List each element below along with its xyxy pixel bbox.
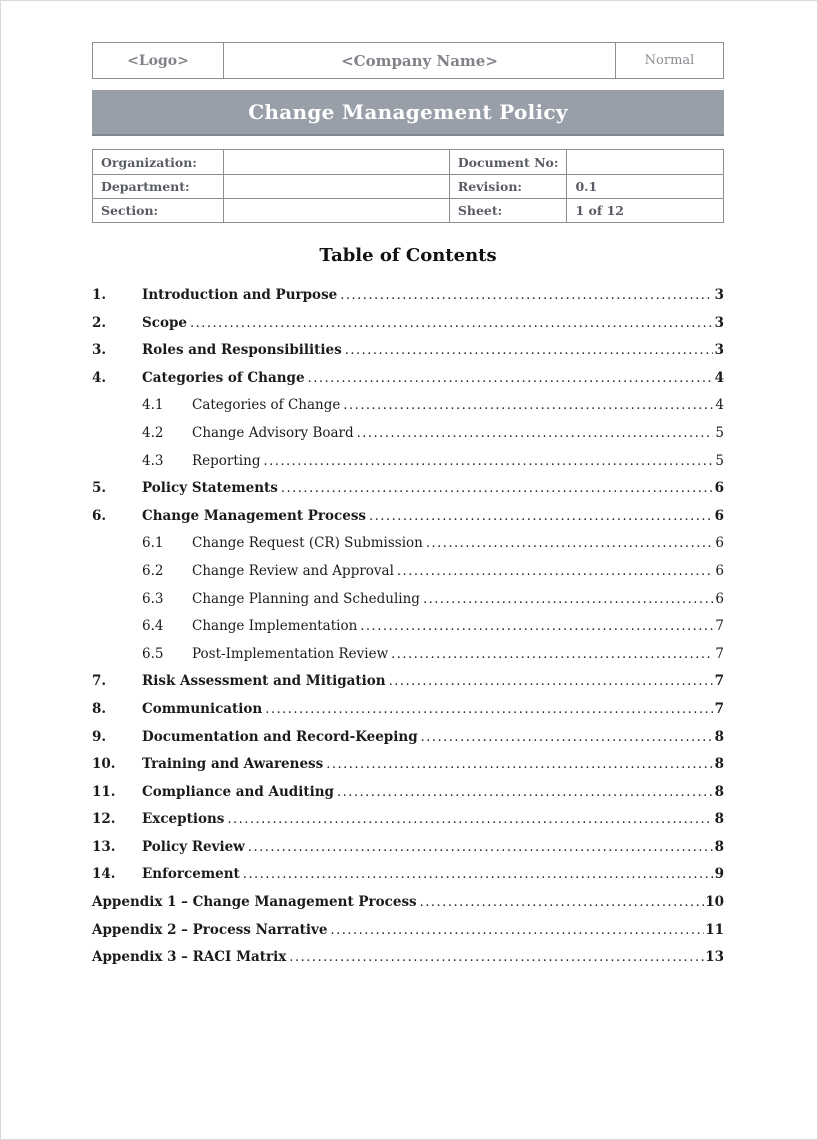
sheet-value: 1 of 12 xyxy=(575,203,624,218)
toc-entry-page: 7 xyxy=(714,700,724,717)
toc-dot-leader xyxy=(340,282,713,310)
toc-list xyxy=(92,282,724,972)
toc-entry-number: 11. xyxy=(92,783,116,800)
toc-entry-number: 6.5 xyxy=(142,645,164,662)
toc-dot-leader xyxy=(357,420,713,448)
toc-entry-number: 13. xyxy=(92,838,116,855)
toc-dot-leader xyxy=(421,724,713,752)
toc-entry-title: Compliance and Auditing xyxy=(142,783,334,800)
toc-dot-leader xyxy=(426,530,713,558)
info-row-organization xyxy=(93,150,723,174)
toc-entry-number: 10. xyxy=(92,756,116,773)
toc-entry-title: Change Planning and Scheduling xyxy=(192,590,420,607)
toc-entry-title: Change Review and Approval xyxy=(192,562,394,579)
toc-entry xyxy=(92,503,724,531)
toc-entry-number: 1. xyxy=(92,287,107,303)
toc-entry xyxy=(92,392,724,420)
toc-entry-number: 4.2 xyxy=(142,424,164,441)
toc-entry-page: 13 xyxy=(705,949,724,966)
toc-dot-leader xyxy=(343,392,713,420)
toc-entry-number: 6.4 xyxy=(142,618,164,635)
toc-entry xyxy=(92,337,724,365)
toc-dot-leader xyxy=(326,751,713,779)
toc-entry-title: Appendix 3 – RACI Matrix xyxy=(92,949,287,966)
toc-entry xyxy=(92,751,724,779)
toc-entry xyxy=(92,779,724,807)
toc-entry xyxy=(92,668,724,696)
toc-entry xyxy=(92,420,724,448)
toc-entry-title: Roles and Responsibilities xyxy=(142,342,342,359)
toc-entry-title: Change Request (CR) Submission xyxy=(192,535,423,552)
toc-entry xyxy=(92,365,724,393)
revision-label: Revision: xyxy=(450,175,568,198)
page-content xyxy=(92,1,724,972)
toc-dot-leader xyxy=(337,779,713,807)
toc-dot-leader xyxy=(289,944,704,972)
toc-entry-page: 7 xyxy=(715,645,724,662)
toc-entry-title: Categories of Change xyxy=(192,397,341,414)
company-name-placeholder: <Company Name> xyxy=(224,43,616,78)
toc-dot-leader xyxy=(227,806,713,834)
toc-entry xyxy=(92,475,724,503)
toc-entry-title: Reporting xyxy=(192,452,261,469)
toc-entry-title: Scope xyxy=(142,314,188,331)
toc-dot-leader xyxy=(308,365,713,393)
toc-entry-number: 4.1 xyxy=(142,397,164,414)
toc-entry-number: 7. xyxy=(92,673,107,690)
toc-entry xyxy=(92,889,724,917)
toc-entry-title: Training and Awareness xyxy=(142,756,324,773)
toc-entry-page: 7 xyxy=(715,618,724,635)
document-header-table xyxy=(92,42,724,79)
toc-entry-number: 8. xyxy=(92,700,107,717)
revision-value: 0.1 xyxy=(575,179,598,194)
toc-dot-leader xyxy=(330,917,704,945)
toc-entry-number: 3. xyxy=(92,342,107,359)
toc-entry-page: 6 xyxy=(715,590,724,607)
toc-entry xyxy=(92,861,724,889)
toc-entry-page: 4 xyxy=(715,397,724,414)
toc-entry-page: 10 xyxy=(705,894,724,911)
toc-dot-leader xyxy=(391,641,713,669)
toc-entry-page: 5 xyxy=(715,424,724,441)
toc-entry xyxy=(92,613,724,641)
toc-entry-page: 3 xyxy=(714,342,724,359)
toc-entry xyxy=(92,586,724,614)
organization-value xyxy=(224,150,450,174)
toc-entry-page: 3 xyxy=(714,287,724,303)
department-label: Department: xyxy=(93,175,224,198)
toc-heading: Table of Contents xyxy=(319,245,497,266)
toc-entry-title: Communication xyxy=(142,700,263,717)
toc-entry xyxy=(92,641,724,669)
department-value xyxy=(224,175,450,198)
document-title: Change Management Policy xyxy=(248,100,568,124)
toc-entry-title: Enforcement xyxy=(142,866,240,883)
document-no-value xyxy=(567,150,723,174)
toc-entry-number: 4. xyxy=(92,369,107,386)
toc-entry-page: 6 xyxy=(714,507,724,524)
toc-entry-title: Appendix 1 – Change Management Process xyxy=(92,894,417,911)
toc-entry xyxy=(92,448,724,476)
sheet-label: Sheet: xyxy=(450,199,568,222)
toc-entry-number: 6.1 xyxy=(142,535,164,552)
title-banner xyxy=(92,90,724,136)
toc-entry-number: 6.2 xyxy=(142,562,164,579)
toc-dot-leader xyxy=(190,310,713,338)
toc-entry-title: Exceptions xyxy=(142,811,225,828)
toc-entry-number: 6.3 xyxy=(142,590,164,607)
toc-entry-page: 9 xyxy=(714,866,724,883)
classification-label: Normal xyxy=(644,53,695,68)
toc-entry-number: 2. xyxy=(92,314,107,331)
toc-dot-leader xyxy=(397,558,713,586)
toc-dot-leader xyxy=(281,475,713,503)
toc-dot-leader xyxy=(345,337,713,365)
toc-dot-leader xyxy=(369,503,713,531)
toc-entry-page: 7 xyxy=(714,673,724,690)
toc-dot-leader xyxy=(265,696,713,724)
toc-entry-title: Appendix 2 – Process Narrative xyxy=(92,921,328,938)
toc-entry-page: 8 xyxy=(714,783,724,800)
document-info-table xyxy=(92,149,724,223)
info-row-section xyxy=(93,198,723,222)
toc-entry xyxy=(92,724,724,752)
toc-entry xyxy=(92,282,724,310)
toc-entry-number: 9. xyxy=(92,728,107,745)
toc-entry-title: Policy Statements xyxy=(142,480,278,497)
toc-entry-number: 5. xyxy=(92,480,107,497)
toc-entry-title: Introduction and Purpose xyxy=(142,287,338,303)
toc-dot-leader xyxy=(263,448,713,476)
toc-entry xyxy=(92,310,724,338)
section-label: Section: xyxy=(93,199,224,222)
toc-entry-page: 8 xyxy=(714,728,724,745)
toc-entry xyxy=(92,806,724,834)
toc-entry-page: 8 xyxy=(714,756,724,773)
section-value xyxy=(224,199,450,222)
toc-dot-leader xyxy=(423,586,713,614)
toc-entry xyxy=(92,558,724,586)
toc-entry-title: Change Implementation xyxy=(192,618,358,635)
toc-entry-title: Policy Review xyxy=(142,838,245,855)
toc-dot-leader xyxy=(243,861,713,889)
toc-entry xyxy=(92,944,724,972)
organization-label: Organization: xyxy=(93,150,224,174)
toc-entry xyxy=(92,530,724,558)
toc-entry-title: Categories of Change xyxy=(142,369,305,386)
toc-entry-title: Risk Assessment and Mitigation xyxy=(142,673,386,690)
toc-entry-page: 11 xyxy=(705,921,724,938)
info-row-department xyxy=(93,174,723,198)
toc-dot-leader xyxy=(248,834,713,862)
toc-entry-number: 4.3 xyxy=(142,452,164,469)
toc-entry-page: 8 xyxy=(714,811,724,828)
toc-entry xyxy=(92,917,724,945)
toc-entry-number: 14. xyxy=(92,866,116,883)
toc-dot-leader xyxy=(389,668,713,696)
toc-entry-title: Post-Implementation Review xyxy=(192,645,389,662)
toc-entry xyxy=(92,696,724,724)
document-no-label: Document No: xyxy=(450,150,568,174)
toc-entry-title: Change Advisory Board xyxy=(192,424,354,441)
toc-entry-page: 4 xyxy=(714,369,724,386)
toc-entry xyxy=(92,834,724,862)
toc-entry-title: Documentation and Record-Keeping xyxy=(142,728,418,745)
toc-dot-leader xyxy=(360,613,713,641)
toc-entry-number: 6. xyxy=(92,507,107,524)
logo-placeholder: <Logo> xyxy=(93,43,224,78)
toc-entry-title: Change Management Process xyxy=(142,507,367,524)
toc-entry-page: 5 xyxy=(715,452,724,469)
toc-entry-page: 6 xyxy=(715,535,724,552)
toc-dot-leader xyxy=(420,889,705,917)
toc-entry-page: 8 xyxy=(714,838,724,855)
toc-entry-page: 3 xyxy=(714,314,724,331)
toc-entry-page: 6 xyxy=(715,562,724,579)
toc-entry-page: 6 xyxy=(714,480,724,497)
toc-entry-number: 12. xyxy=(92,811,116,828)
